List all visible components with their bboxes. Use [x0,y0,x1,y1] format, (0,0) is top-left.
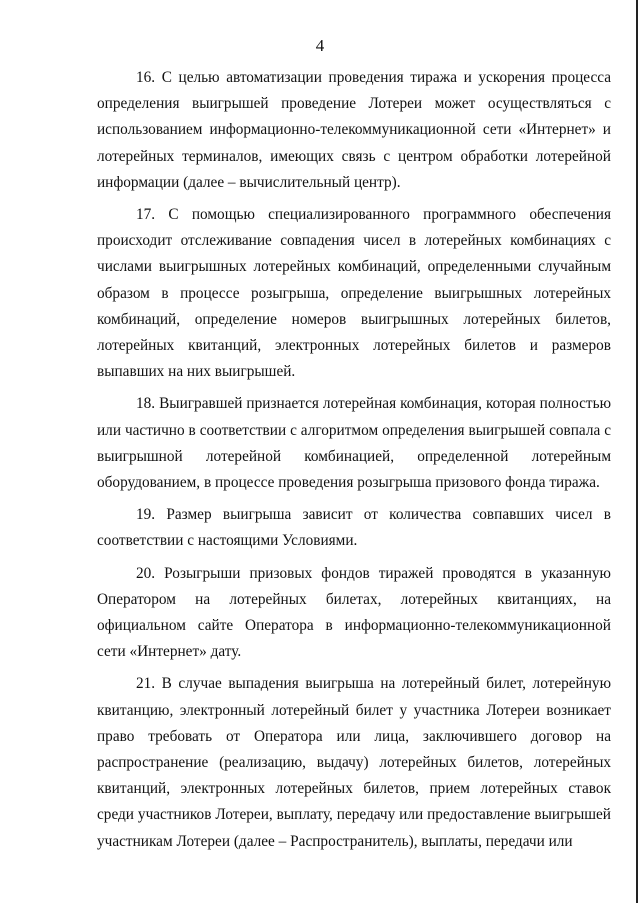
page-number: 4 [315,36,325,55]
document-body [97,65,611,855]
paragraph-18: 18. Выигравшей признается лотерейная комбинация, которая полностью или частично в соответствии с алгоритмом определения выигрышей совпала с выигрышной лотерейной комбинацией, определенной лотерейным оборудованием, в процессе проведения розыгрыша призового фонда тиража. [97,395,611,492]
paragraph-19: 19. Размер выигрыша зависит от количества совпавших чисел в соответствии с настоящими Условиями. [97,506,611,550]
scan-edge-line [636,0,638,903]
paragraph-20: 20. Розыгрыши призовых фондов тиражей проводятся в указанную Оператором на лотерейных билетах, лотерейных квитанциях, на официальном сайте Оператора в информационно-телекоммуникационной сети «Интернет» дату. [97,564,611,661]
paragraph-21: 21. В случае выпадения выигрыша на лотерейный билет, лотерейную квитанцию, электронный лотерейный билет у участника Лотереи возникает право требовать от Оператора или лица, заключившего договор на распространение (реализацию, выдачу) лотерейных билетов, лотерейных квитанций, электронных лотерейных билетов, прием лотерейных ставок среди участников Лотереи, выплату, передачу или предоставление выигрышей участникам Лотереи (далее – Распространитель), выплаты, передачи или [97,675,611,850]
paragraph-17: 17. С помощью специализированного программного обеспечения происходит отслеживание совпадения чисел в лотерейных комбинациях с числами выигрышных лотерейных комбинаций, определенными случайным образом в процессе розыгрыша, определение выигрышных лотерейных комбинаций, определение номеров выигрышных лотерейных билетов, лотерейных квитанций, электронных лотерейных билетов и размеров выпавших на них выигрышей. [97,206,611,381]
paragraph-16: 16. С целью автоматизации проведения тиража и ускорения процесса определения выигрышей проведение Лотереи может осуществляться с использованием информационно-телекоммуникационной сети «Интернет» и лотерейных терминалов, имеющих связь с центром обработки лотерейной информации (далее – вычислительный центр). [97,69,611,191]
